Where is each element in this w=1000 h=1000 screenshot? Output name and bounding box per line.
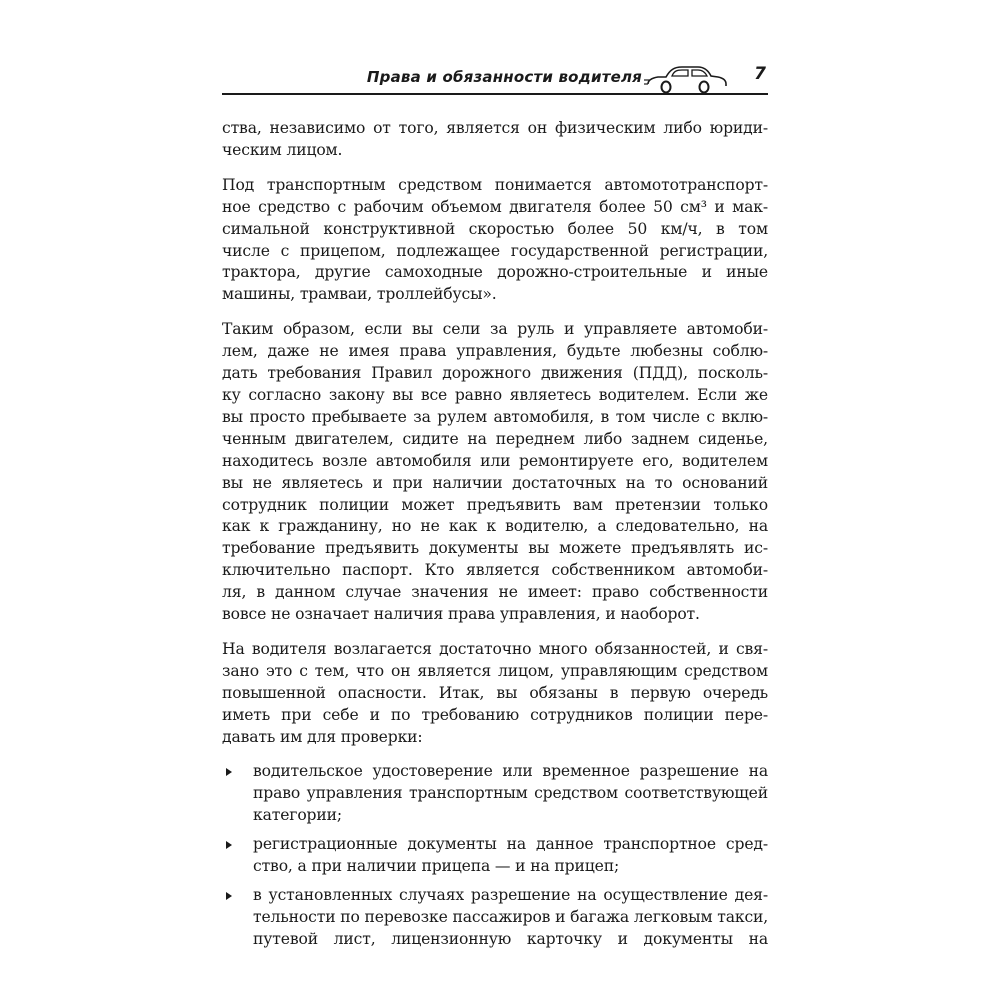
text-line: трактора, другие самоходные дорожно-строительные и иные xyxy=(222,263,768,282)
text-line: как к гражданину, но не как к водителю, а следовательно, на xyxy=(222,517,768,536)
text-line: ку согласно закону вы все равно являетесь водителем. Если же xyxy=(222,385,768,404)
running-header xyxy=(222,60,768,100)
text-line: ное средство с рабочим объемом двигателя более 50 см³ и мак- xyxy=(222,197,768,216)
bullet-list xyxy=(222,761,768,950)
text-line: зано это с тем, что он является лицом, управляющим средством xyxy=(222,661,768,680)
text-line: ство, а при наличии прицепа — и на прицеп; xyxy=(253,857,620,876)
text-line: дать требования Правил дорожного движения (ПДД), посколь- xyxy=(222,364,768,383)
text-line: Под транспортным средством понимается автомототранспорт- xyxy=(222,175,768,194)
text-line: симальной конструктивной скоростью более 50 км/ч, в том xyxy=(222,219,768,238)
text-line: машины, трамваи, троллейбусы». xyxy=(222,285,497,304)
text-line: На водителя возлагается достаточно много обязанностей, и свя- xyxy=(222,639,768,658)
text-line: вовсе не означает наличия права управления, и наоборот. xyxy=(222,605,700,624)
header-rule xyxy=(222,93,768,95)
text-line: сотрудник полиции может предъявить вам претензии только xyxy=(222,495,768,514)
text-line: требование предъявить документы вы можете предъявлять ис- xyxy=(222,539,768,558)
header-title: Права и обязанности водителя xyxy=(366,68,642,86)
page-number: 7 xyxy=(754,64,766,84)
text-line: ключительно паспорт. Кто является собственником автомоби- xyxy=(222,561,768,580)
text-line: регистрационные документы на данное транспортное сред- xyxy=(253,835,768,854)
car-icon xyxy=(644,62,730,96)
text-line: давать им для проверки: xyxy=(222,727,423,746)
triangle-bullet-icon xyxy=(226,892,232,900)
text-line: лем, даже не имея права управления, будьте любезны соблю- xyxy=(222,342,768,361)
text-line: ченным двигателем, сидите на переднем либо заднем сиденье, xyxy=(222,429,768,448)
list-item xyxy=(222,761,768,827)
text-line: в установленных случаях разрешение на осуществление дея- xyxy=(253,886,768,904)
text-line: вы просто пребываете за рулем автомобиля, в том числе с вклю- xyxy=(222,407,768,426)
text-line: ля, в данном случае значения не имеет: право собственности xyxy=(222,583,768,602)
paragraph xyxy=(222,319,768,626)
paragraph xyxy=(222,639,768,749)
body-text xyxy=(222,118,768,958)
list-item xyxy=(222,885,768,951)
text-line: водительское удостоверение или временное разрешение на xyxy=(253,762,768,781)
text-line: находитесь возле автомобиля или ремонтируете его, водителем xyxy=(222,451,768,470)
list-item xyxy=(222,834,768,878)
text-line: тельности по перевозке пассажиров и багажа легковым такси, xyxy=(253,907,769,926)
paragraph xyxy=(222,118,768,162)
text-line: Таким образом, если вы сели за руль и управляете автомоби- xyxy=(222,320,768,339)
text-line: категории; xyxy=(253,806,342,825)
text-line: право управления транспортным средством соответствующей xyxy=(253,784,768,803)
text-line: повышенной опасности. Итак, вы обязаны в первую очередь xyxy=(222,683,768,702)
paragraph xyxy=(222,175,768,306)
text-line: иметь при себе и по требованию сотрудников полиции пере- xyxy=(222,705,768,724)
text-line: числе с прицепом, подлежащее государственной регистрации, xyxy=(222,241,768,260)
triangle-bullet-icon xyxy=(226,841,232,849)
text-line: вы не являетесь и при наличии достаточных на то оснований xyxy=(222,473,768,492)
text-line: ства, независимо от того, является он физическим либо юриди- xyxy=(222,119,768,137)
triangle-bullet-icon xyxy=(226,768,232,776)
text-line: ческим лицом. xyxy=(222,140,343,159)
text-line: путевой лист, лицензионную карточку и документы на xyxy=(253,929,768,948)
